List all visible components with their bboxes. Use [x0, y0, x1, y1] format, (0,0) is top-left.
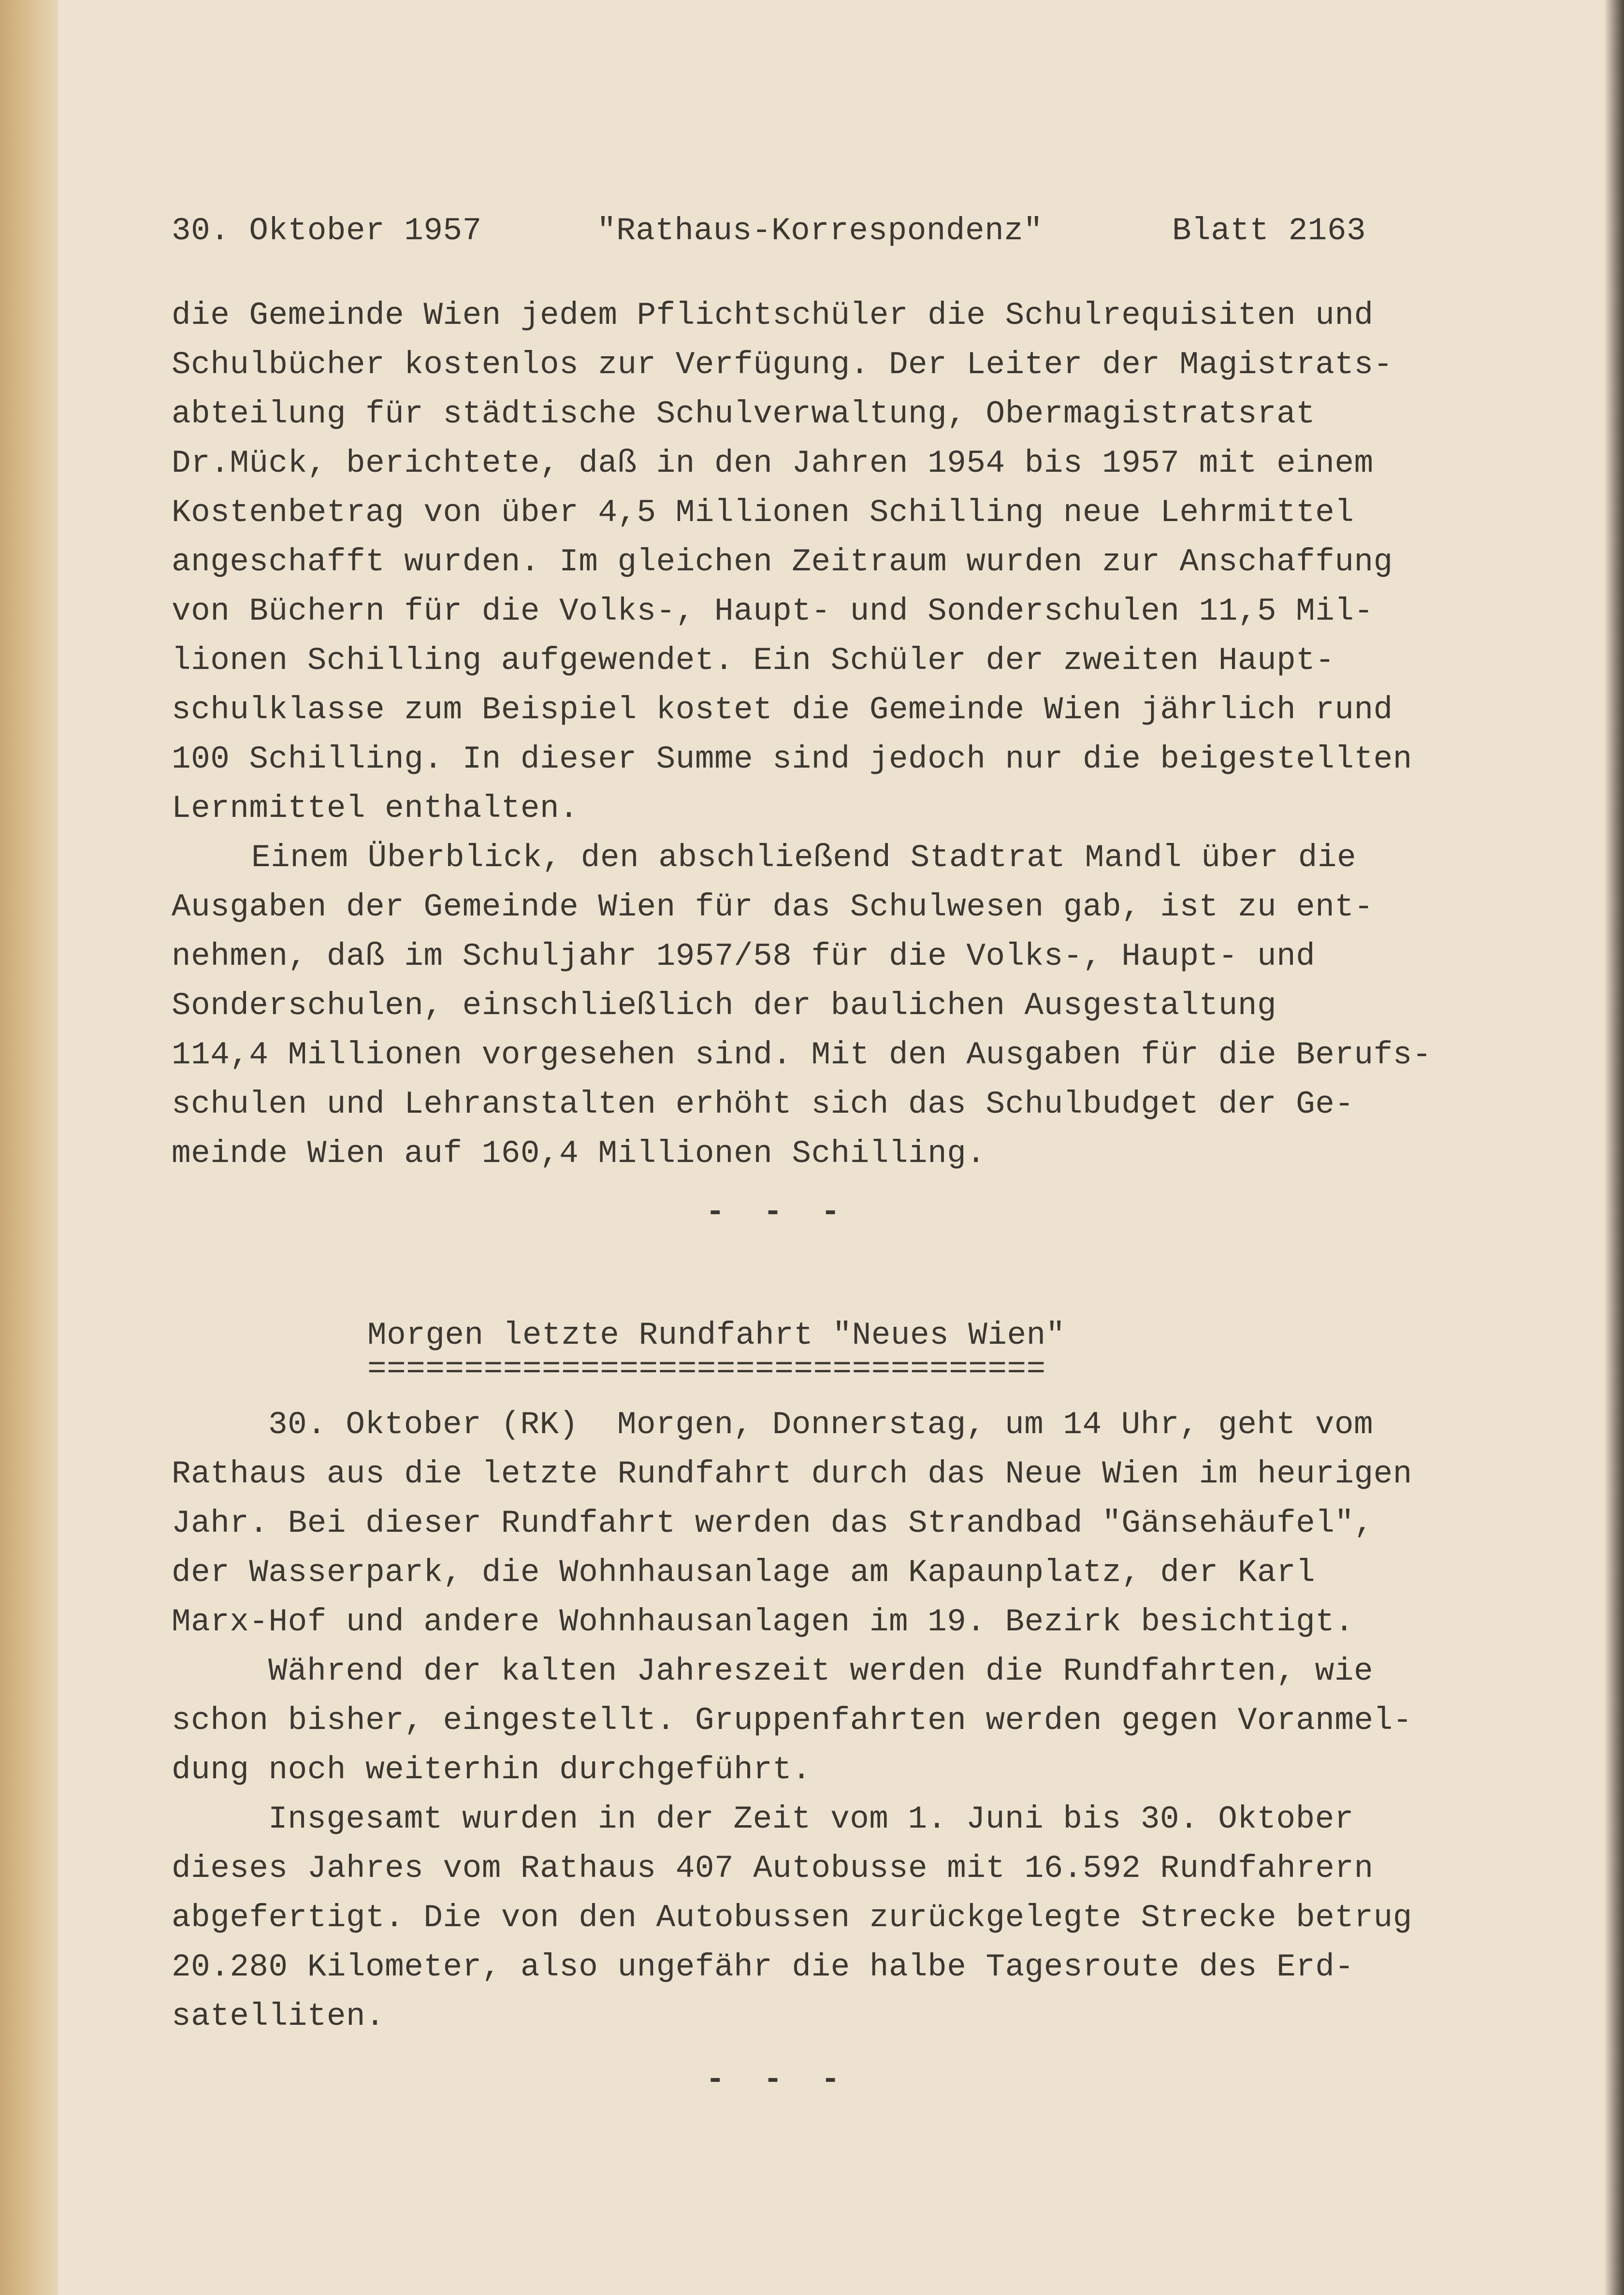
paragraph-2-line-1: Einem Überblick, den abschließend Stadtrat Mandl über die	[251, 840, 1357, 876]
header-date: 30. Oktober 1957	[172, 213, 482, 249]
article-headline: Morgen letzte Rundfahrt "Neues Wien"	[367, 1317, 1065, 1353]
header-sheet-number: Blatt 2163	[1172, 213, 1366, 249]
paragraph-2-line-3: nehmen, daß im Schuljahr 1957/58 für die Volks-, Haupt- und	[172, 938, 1316, 974]
page-right-edge	[1605, 0, 1624, 2295]
paragraph-1-line-10: 100 Schilling. In dieser Summe sind jedoch nur die beigestellten	[172, 741, 1412, 777]
paragraph-5-line-4: 20.280 Kilometer, also ungefähr die halbe Tagesroute des Erd-	[172, 1949, 1354, 1985]
paragraph-3-line-2: Rathaus aus die letzte Rundfahrt durch das Neue Wien im heurigen	[172, 1456, 1412, 1492]
binding-edge	[0, 0, 58, 2295]
paragraph-1-line-1: die Gemeinde Wien jedem Pflichtschüler die Schulrequisiten und	[172, 297, 1374, 334]
paragraph-1-line-4: Dr.Mück, berichtete, daß in den Jahren 1954 bis 1957 mit einem	[172, 445, 1374, 481]
end-separator: - - -	[706, 2062, 850, 2098]
paragraph-1-line-6: angeschafft wurden. Im gleichen Zeitraum wurden zur Anschaffung	[172, 544, 1393, 580]
paragraph-5-line-2: dieses Jahres vom Rathaus 407 Autobusse mit 16.592 Rundfahrern	[172, 1850, 1374, 1887]
paragraph-3-line-4: der Wasserpark, die Wohnhausanlage am Kapaunplatz, der Karl	[172, 1554, 1316, 1591]
headline-underline: ===================================	[367, 1351, 1046, 1387]
paragraph-3-line-3: Jahr. Bei dieser Rundfahrt werden das Strandbad "Gänsehäufel",	[172, 1505, 1374, 1541]
paragraph-2-line-6: schulen und Lehranstalten erhöht sich das Schulbudget der Ge-	[172, 1086, 1354, 1122]
paragraph-1-line-3: abteilung für städtische Schulverwaltung, Obermagistratsrat	[172, 396, 1316, 432]
paragraph-4-line-2: schon bisher, eingestellt. Gruppenfahrten werden gegen Voranmel-	[172, 1702, 1412, 1739]
paragraph-2-line-5: 114,4 Millionen vorgesehen sind. Mit den Ausgaben für die Berufs-	[172, 1037, 1432, 1073]
paragraph-4-line-1: Während der kalten Jahreszeit werden die Rundfahrten, wie	[268, 1653, 1374, 1689]
paragraph-1-line-7: von Büchern für die Volks-, Haupt- und Sonderschulen 11,5 Mil-	[172, 593, 1374, 629]
paragraph-3-line-5: Marx-Hof und andere Wohnhausanlagen im 19. Bezirk besichtigt.	[172, 1604, 1354, 1640]
paragraph-5-line-3: abgefertigt. Die von den Autobussen zurückgelegte Strecke betrug	[172, 1900, 1412, 1936]
paragraph-1-line-2: Schulbücher kostenlos zur Verfügung. Der Leiter der Magistrats-	[172, 347, 1393, 383]
header-title: "Rathaus-Korrespondenz"	[597, 213, 1043, 249]
paragraph-2-line-7: meinde Wien auf 160,4 Millionen Schilling.	[172, 1135, 986, 1172]
section-separator: - - -	[706, 1194, 850, 1230]
paragraph-2-line-4: Sonderschulen, einschließlich der baulichen Ausgestaltung	[172, 988, 1277, 1024]
paragraph-3-line-1: 30. Oktober (RK) Morgen, Donnerstag, um 14 Uhr, geht vom	[268, 1407, 1374, 1443]
paragraph-4-line-3: dung noch weiterhin durchgeführt.	[172, 1752, 812, 1788]
paragraph-1-line-5: Kostenbetrag von über 4,5 Millionen Schilling neue Lehrmittel	[172, 494, 1354, 531]
paragraph-5-line-1: Insgesamt wurden in der Zeit vom 1. Juni bis 30. Oktober	[268, 1801, 1354, 1837]
paragraph-1-line-9: schulklasse zum Beispiel kostet die Gemeinde Wien jährlich rund	[172, 692, 1393, 728]
paragraph-1-line-8: lionen Schilling aufgewendet. Ein Schüler der zweiten Haupt-	[172, 642, 1335, 679]
paragraph-5-line-5: satelliten.	[172, 1998, 385, 2034]
paragraph-1-line-11: Lernmittel enthalten.	[172, 790, 579, 827]
paragraph-2-line-2: Ausgaben der Gemeinde Wien für das Schulwesen gab, ist zu ent-	[172, 889, 1374, 925]
